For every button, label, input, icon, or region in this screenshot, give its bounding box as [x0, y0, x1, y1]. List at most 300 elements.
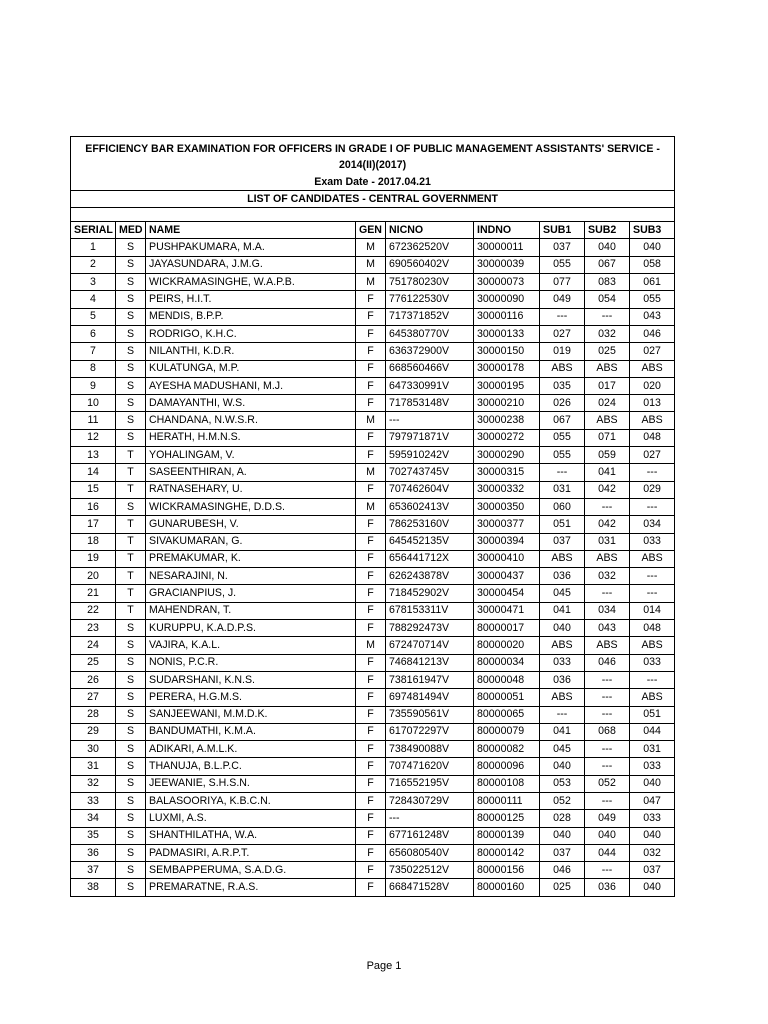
cell-nicno: 645380770V: [386, 325, 474, 342]
cell-sub3: ABS: [630, 637, 675, 654]
cell-name: PUSHPAKUMARA, M.A.: [146, 239, 356, 256]
table-row: [71, 412, 675, 429]
cell-indno: 30000350: [474, 498, 540, 515]
cell-indno: 30000272: [474, 429, 540, 446]
cell-sub2: 041: [585, 464, 630, 481]
cell-sub3: 048: [630, 429, 675, 446]
cell-sub1: 028: [540, 810, 585, 827]
cell-gen: F: [356, 810, 386, 827]
cell-sub1: 040: [540, 758, 585, 775]
cell-serial: 16: [71, 498, 116, 515]
table-row: [71, 602, 675, 619]
cell-sub3: 048: [630, 620, 675, 637]
cell-gen: F: [356, 516, 386, 533]
cell-sub2: ---: [585, 671, 630, 688]
cell-sub1: ABS: [540, 360, 585, 377]
cell-sub1: ---: [540, 706, 585, 723]
cell-sub1: 041: [540, 723, 585, 740]
cell-gen: F: [356, 879, 386, 896]
cell-name: SANJEEWANI, M.M.D.K.: [146, 706, 356, 723]
cell-indno: 30000210: [474, 395, 540, 412]
cell-med: S: [116, 343, 146, 360]
cell-indno: 80000048: [474, 671, 540, 688]
col-header-sub1: SUB1: [540, 222, 585, 239]
table-row: [71, 291, 675, 308]
cell-indno: 30000090: [474, 291, 540, 308]
cell-med: S: [116, 758, 146, 775]
cell-nicno: 786253160V: [386, 516, 474, 533]
cell-sub1: 041: [540, 602, 585, 619]
table-row: [71, 879, 675, 896]
cell-sub2: 025: [585, 343, 630, 360]
cell-med: S: [116, 741, 146, 758]
cell-nicno: ---: [386, 810, 474, 827]
cell-med: S: [116, 844, 146, 861]
cell-sub3: 037: [630, 862, 675, 879]
cell-nicno: 672470714V: [386, 637, 474, 654]
cell-sub1: 067: [540, 412, 585, 429]
cell-sub1: 052: [540, 792, 585, 809]
cell-sub3: 043: [630, 308, 675, 325]
cell-name: GRACIANPIUS, J.: [146, 585, 356, 602]
table-row: [71, 464, 675, 481]
cell-indno: 30000150: [474, 343, 540, 360]
table-row: [71, 723, 675, 740]
cell-name: MAHENDRAN, T.: [146, 602, 356, 619]
cell-nicno: ---: [386, 412, 474, 429]
cell-sub1: 055: [540, 429, 585, 446]
cell-med: T: [116, 481, 146, 498]
cell-indno: 30000116: [474, 308, 540, 325]
cell-sub1: 040: [540, 827, 585, 844]
cell-serial: 33: [71, 792, 116, 809]
cell-gen: F: [356, 533, 386, 550]
cell-med: T: [116, 568, 146, 585]
cell-nicno: 738161947V: [386, 671, 474, 688]
exam-date: Exam Date - 2017.04.21: [71, 174, 675, 191]
cell-nicno: 735022512V: [386, 862, 474, 879]
table-row: [71, 654, 675, 671]
cell-sub1: 077: [540, 274, 585, 291]
cell-sub3: 033: [630, 533, 675, 550]
cell-gen: F: [356, 827, 386, 844]
cell-nicno: 788292473V: [386, 620, 474, 637]
cell-sub2: 024: [585, 395, 630, 412]
cell-gen: F: [356, 775, 386, 792]
cell-nicno: 746841213V: [386, 654, 474, 671]
cell-serial: 25: [71, 654, 116, 671]
cell-sub3: 040: [630, 879, 675, 896]
cell-sub3: 014: [630, 602, 675, 619]
cell-sub3: ABS: [630, 360, 675, 377]
cell-serial: 14: [71, 464, 116, 481]
cell-gen: F: [356, 741, 386, 758]
cell-gen: F: [356, 395, 386, 412]
cell-indno: 30000394: [474, 533, 540, 550]
cell-sub2: 044: [585, 844, 630, 861]
cell-med: T: [116, 533, 146, 550]
table-row: [71, 481, 675, 498]
cell-nicno: 776122530V: [386, 291, 474, 308]
cell-gen: F: [356, 689, 386, 706]
cell-sub1: 037: [540, 533, 585, 550]
cell-sub1: 045: [540, 585, 585, 602]
cell-sub2: 017: [585, 377, 630, 394]
cell-sub1: 060: [540, 498, 585, 515]
cell-sub1: 037: [540, 239, 585, 256]
cell-gen: M: [356, 464, 386, 481]
cell-sub2: ---: [585, 792, 630, 809]
cell-nicno: 702743745V: [386, 464, 474, 481]
cell-nicno: 668560466V: [386, 360, 474, 377]
cell-serial: 15: [71, 481, 116, 498]
cell-nicno: 668471528V: [386, 879, 474, 896]
table-row: [71, 844, 675, 861]
cell-sub2: 032: [585, 325, 630, 342]
cell-indno: 80000079: [474, 723, 540, 740]
cell-sub2: ---: [585, 706, 630, 723]
cell-med: S: [116, 256, 146, 273]
table-row: [71, 620, 675, 637]
table-row: [71, 377, 675, 394]
cell-indno: 80000139: [474, 827, 540, 844]
table-row: [71, 706, 675, 723]
cell-serial: 4: [71, 291, 116, 308]
cell-name: SHANTHILATHA, W.A.: [146, 827, 356, 844]
cell-sub3: 033: [630, 758, 675, 775]
cell-sub1: ABS: [540, 637, 585, 654]
cell-sub3: 040: [630, 827, 675, 844]
cell-indno: 30000377: [474, 516, 540, 533]
cell-gen: F: [356, 447, 386, 464]
cell-sub1: 053: [540, 775, 585, 792]
cell-gen: F: [356, 706, 386, 723]
cell-name: PREMARATNE, R.A.S.: [146, 879, 356, 896]
cell-name: SUDARSHANI, K.N.S.: [146, 671, 356, 688]
cell-sub3: 058: [630, 256, 675, 273]
col-header-serial: SERIAL: [71, 222, 116, 239]
cell-gen: F: [356, 862, 386, 879]
cell-serial: 34: [71, 810, 116, 827]
table-row: [71, 498, 675, 515]
cell-name: VAJIRA, K.A.L.: [146, 637, 356, 654]
cell-sub3: ---: [630, 568, 675, 585]
cell-sub2: 052: [585, 775, 630, 792]
cell-name: PERERA, H.G.M.S.: [146, 689, 356, 706]
table-row: [71, 775, 675, 792]
cell-sub1: 025: [540, 879, 585, 896]
cell-sub1: 026: [540, 395, 585, 412]
cell-indno: 30000471: [474, 602, 540, 619]
table-row: [71, 360, 675, 377]
cell-indno: 30000011: [474, 239, 540, 256]
cell-nicno: 718452902V: [386, 585, 474, 602]
cell-nicno: 797971871V: [386, 429, 474, 446]
cell-gen: F: [356, 671, 386, 688]
cell-indno: 30000437: [474, 568, 540, 585]
cell-med: S: [116, 377, 146, 394]
cell-sub1: 045: [540, 741, 585, 758]
cell-sub2: 049: [585, 810, 630, 827]
cell-med: S: [116, 620, 146, 637]
cell-sub3: 020: [630, 377, 675, 394]
cell-med: S: [116, 325, 146, 342]
cell-sub2: ---: [585, 862, 630, 879]
cell-serial: 23: [71, 620, 116, 637]
cell-med: S: [116, 395, 146, 412]
cell-nicno: 728430729V: [386, 792, 474, 809]
cell-name: JEEWANIE, S.H.S.N.: [146, 775, 356, 792]
cell-gen: F: [356, 723, 386, 740]
cell-name: DAMAYANTHI, W.S.: [146, 395, 356, 412]
cell-serial: 17: [71, 516, 116, 533]
cell-sub3: ---: [630, 498, 675, 515]
cell-indno: 30000195: [474, 377, 540, 394]
cell-sub2: 042: [585, 481, 630, 498]
cell-sub1: 037: [540, 844, 585, 861]
cell-med: S: [116, 239, 146, 256]
cell-med: S: [116, 706, 146, 723]
cell-med: S: [116, 810, 146, 827]
cell-sub3: 061: [630, 274, 675, 291]
table-row: [71, 550, 675, 567]
col-header-name: NAME: [146, 222, 356, 239]
cell-gen: F: [356, 377, 386, 394]
cell-serial: 29: [71, 723, 116, 740]
cell-med: S: [116, 308, 146, 325]
cell-nicno: 707462604V: [386, 481, 474, 498]
cell-sub2: ABS: [585, 550, 630, 567]
cell-med: S: [116, 792, 146, 809]
cell-sub3: ABS: [630, 550, 675, 567]
cell-indno: 80000051: [474, 689, 540, 706]
cell-serial: 9: [71, 377, 116, 394]
cell-nicno: 735590561V: [386, 706, 474, 723]
cell-med: S: [116, 654, 146, 671]
table-row: [71, 395, 675, 412]
table-row: [71, 568, 675, 585]
cell-sub1: 051: [540, 516, 585, 533]
cell-indno: 80000082: [474, 741, 540, 758]
cell-sub2: 040: [585, 827, 630, 844]
cell-sub1: 049: [540, 291, 585, 308]
cell-sub3: 044: [630, 723, 675, 740]
cell-sub1: 036: [540, 568, 585, 585]
cell-nicno: 653602413V: [386, 498, 474, 515]
table-row: [71, 274, 675, 291]
cell-indno: 80000034: [474, 654, 540, 671]
cell-name: ADIKARI, A.M.L.K.: [146, 741, 356, 758]
table-row: [71, 325, 675, 342]
cell-gen: M: [356, 412, 386, 429]
cell-med: S: [116, 291, 146, 308]
cell-sub2: 040: [585, 239, 630, 256]
cell-med: S: [116, 360, 146, 377]
cell-sub2: 068: [585, 723, 630, 740]
cell-med: S: [116, 879, 146, 896]
cell-sub3: 034: [630, 516, 675, 533]
table-row: [71, 585, 675, 602]
table-row: [71, 239, 675, 256]
cell-sub1: 055: [540, 447, 585, 464]
cell-indno: 30000133: [474, 325, 540, 342]
cell-sub1: 033: [540, 654, 585, 671]
cell-name: SIVAKUMARAN, G.: [146, 533, 356, 550]
cell-med: T: [116, 464, 146, 481]
cell-nicno: 636372900V: [386, 343, 474, 360]
col-header-med: MED: [116, 222, 146, 239]
cell-name: BALASOORIYA, K.B.C.N.: [146, 792, 356, 809]
cell-indno: 30000410: [474, 550, 540, 567]
cell-sub3: 040: [630, 239, 675, 256]
cell-sub2: 042: [585, 516, 630, 533]
cell-nicno: 678153311V: [386, 602, 474, 619]
cell-name: HERATH, H.M.N.S.: [146, 429, 356, 446]
col-header-indno: INDNO: [474, 222, 540, 239]
cell-serial: 18: [71, 533, 116, 550]
cell-indno: 80000160: [474, 879, 540, 896]
cell-sub1: 027: [540, 325, 585, 342]
list-title: LIST OF CANDIDATES - CENTRAL GOVERNMENT: [71, 190, 675, 207]
cell-sub3: 051: [630, 706, 675, 723]
cell-nicno: 617072297V: [386, 723, 474, 740]
table-row: [71, 429, 675, 446]
cell-indno: 80000125: [474, 810, 540, 827]
cell-sub2: 032: [585, 568, 630, 585]
cell-nicno: 647330991V: [386, 377, 474, 394]
cell-nicno: 645452135V: [386, 533, 474, 550]
cell-name: RATNASEHARY, U.: [146, 481, 356, 498]
cell-indno: 80000111: [474, 792, 540, 809]
cell-sub2: 036: [585, 879, 630, 896]
cell-serial: 24: [71, 637, 116, 654]
cell-serial: 8: [71, 360, 116, 377]
table-row: [71, 792, 675, 809]
cell-nicno: 595910242V: [386, 447, 474, 464]
cell-gen: F: [356, 585, 386, 602]
cell-sub2: ABS: [585, 637, 630, 654]
cell-name: JAYASUNDARA, J.M.G.: [146, 256, 356, 273]
cell-sub3: ABS: [630, 689, 675, 706]
cell-med: T: [116, 602, 146, 619]
cell-serial: 27: [71, 689, 116, 706]
cell-indno: 30000039: [474, 256, 540, 273]
cell-gen: F: [356, 620, 386, 637]
cell-sub2: ---: [585, 741, 630, 758]
cell-name: SASEENTHIRAN, A.: [146, 464, 356, 481]
table-row: [71, 671, 675, 688]
cell-nicno: 717853148V: [386, 395, 474, 412]
cell-med: S: [116, 498, 146, 515]
spacer-row: [71, 208, 675, 222]
cell-name: WICKRAMASINGHE, W.A.P.B.: [146, 274, 356, 291]
cell-sub3: 013: [630, 395, 675, 412]
cell-med: S: [116, 637, 146, 654]
cell-sub3: 055: [630, 291, 675, 308]
table-row: [71, 689, 675, 706]
cell-indno: 30000290: [474, 447, 540, 464]
cell-sub1: 019: [540, 343, 585, 360]
table-row: [71, 308, 675, 325]
cell-med: T: [116, 585, 146, 602]
cell-indno: 80000108: [474, 775, 540, 792]
cell-name: CHANDANA, N.W.S.R.: [146, 412, 356, 429]
cell-sub3: ---: [630, 671, 675, 688]
cell-serial: 6: [71, 325, 116, 342]
cell-nicno: 672362520V: [386, 239, 474, 256]
cell-serial: 31: [71, 758, 116, 775]
cell-med: S: [116, 274, 146, 291]
cell-gen: F: [356, 291, 386, 308]
cell-name: SEMBAPPERUMA, S.A.D.G.: [146, 862, 356, 879]
cell-name: KULATUNGA, M.P.: [146, 360, 356, 377]
cell-sub1: 046: [540, 862, 585, 879]
cell-med: S: [116, 775, 146, 792]
cell-serial: 3: [71, 274, 116, 291]
cell-sub1: ABS: [540, 689, 585, 706]
cell-serial: 13: [71, 447, 116, 464]
cell-serial: 30: [71, 741, 116, 758]
cell-sub2: 059: [585, 447, 630, 464]
cell-sub1: 040: [540, 620, 585, 637]
cell-gen: F: [356, 844, 386, 861]
cell-serial: 22: [71, 602, 116, 619]
cell-nicno: 656441712X: [386, 550, 474, 567]
table-row: [71, 343, 675, 360]
cell-nicno: 626243878V: [386, 568, 474, 585]
cell-nicno: 707471620V: [386, 758, 474, 775]
cell-indno: 30000332: [474, 481, 540, 498]
cell-name: KURUPPU, K.A.D.P.S.: [146, 620, 356, 637]
cell-gen: F: [356, 550, 386, 567]
cell-serial: 21: [71, 585, 116, 602]
cell-indno: 30000454: [474, 585, 540, 602]
cell-name: PADMASIRI, A.R.P.T.: [146, 844, 356, 861]
exam-title-line1: EFFICIENCY BAR EXAMINATION FOR OFFICERS IN GRADE I OF PUBLIC MANAGEMENT ASSISTANTS' SERVICE -: [71, 137, 675, 158]
cell-indno: 80000096: [474, 758, 540, 775]
cell-gen: F: [356, 325, 386, 342]
cell-sub2: ---: [585, 308, 630, 325]
cell-sub1: 031: [540, 481, 585, 498]
cell-sub2: 043: [585, 620, 630, 637]
cell-serial: 1: [71, 239, 116, 256]
cell-name: GUNARUBESH, V.: [146, 516, 356, 533]
cell-indno: 30000178: [474, 360, 540, 377]
cell-sub3: 033: [630, 654, 675, 671]
cell-sub3: ---: [630, 464, 675, 481]
cell-indno: 80000142: [474, 844, 540, 861]
cell-name: THANUJA, B.L.P.C.: [146, 758, 356, 775]
cell-sub3: 032: [630, 844, 675, 861]
cell-gen: M: [356, 256, 386, 273]
cell-med: T: [116, 516, 146, 533]
table-row: [71, 533, 675, 550]
cell-med: S: [116, 862, 146, 879]
table-row: [71, 810, 675, 827]
cell-sub2: ---: [585, 689, 630, 706]
cell-med: S: [116, 827, 146, 844]
table-row: [71, 827, 675, 844]
table-row: [71, 637, 675, 654]
cell-serial: 32: [71, 775, 116, 792]
cell-nicno: 717371852V: [386, 308, 474, 325]
cell-gen: F: [356, 792, 386, 809]
table-row: [71, 862, 675, 879]
cell-serial: 2: [71, 256, 116, 273]
cell-gen: F: [356, 758, 386, 775]
cell-med: S: [116, 671, 146, 688]
cell-sub2: 083: [585, 274, 630, 291]
